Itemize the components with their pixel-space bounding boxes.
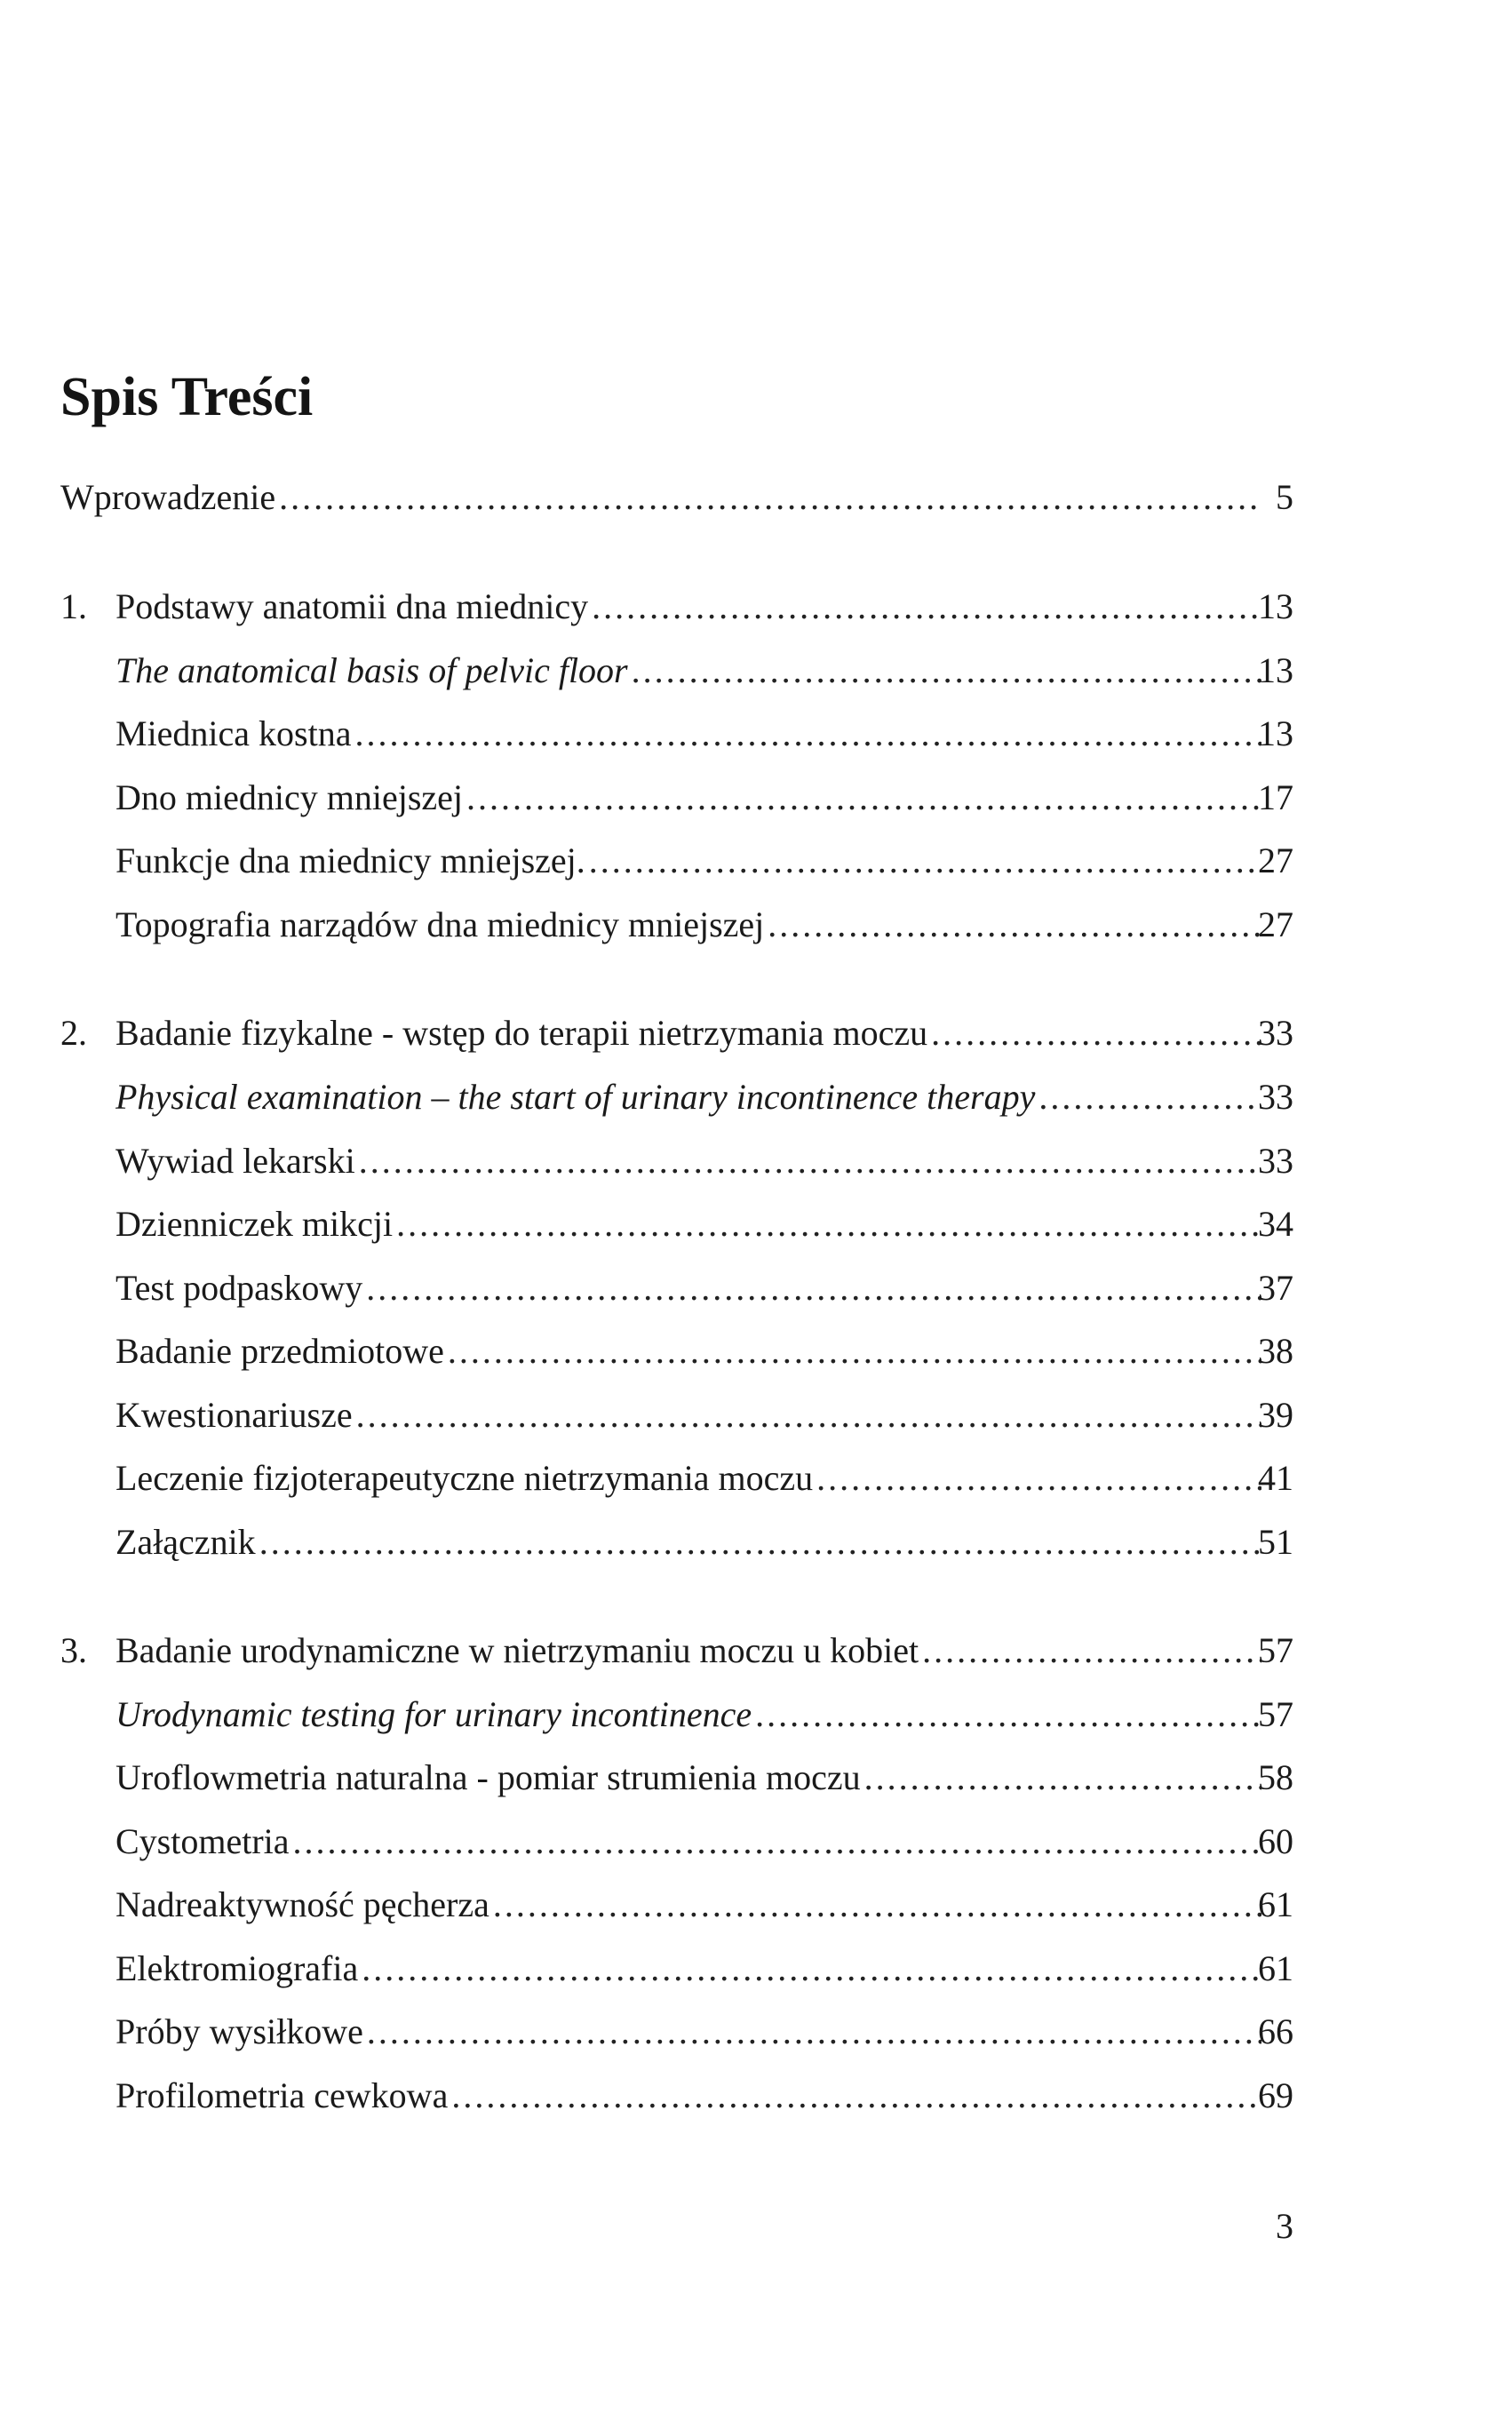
toc-entry-title: Dzienniczek mikcji xyxy=(115,1204,394,1244)
toc-entry xyxy=(0,1262,1512,1314)
toc-entry-page: 57 xyxy=(1258,1630,1293,1670)
dot-leader xyxy=(358,1943,1261,1995)
chapter-number: 2. xyxy=(60,1013,87,1053)
toc-entry xyxy=(0,1816,1512,1868)
toc-entry-title: Podstawy anatomii dna miednicy xyxy=(115,586,589,626)
toc-entry-title: Topografia narządów dna miednicy mniejszej xyxy=(115,904,765,944)
toc-entry-leader xyxy=(115,708,1261,760)
toc-entry xyxy=(0,708,1512,760)
toc-entry xyxy=(0,2006,1512,2058)
toc-entry-page: 61 xyxy=(1258,1948,1293,1988)
toc-entry-title: Profilometria cewkowa xyxy=(115,2075,449,2115)
dot-leader xyxy=(290,1816,1261,1868)
toc-entry-page: 51 xyxy=(1258,1522,1293,1562)
toc-entry-page: 33 xyxy=(1258,1141,1293,1181)
dot-leader xyxy=(588,581,1261,633)
toc-entry xyxy=(0,899,1512,951)
toc-entry xyxy=(0,1752,1512,1804)
dot-leader xyxy=(393,1199,1261,1250)
toc-entry-page: 27 xyxy=(1258,840,1293,880)
dot-leader xyxy=(813,1453,1261,1504)
toc-entry-leader xyxy=(115,1326,1261,1377)
toc-entry xyxy=(0,1625,1512,1676)
toc-entry-page: 27 xyxy=(1258,904,1293,944)
toc-entry xyxy=(0,1390,1512,1441)
toc-entry-title: Kwestionariusze xyxy=(115,1395,353,1435)
toc-entry-page: 58 xyxy=(1258,1757,1293,1797)
dot-leader xyxy=(463,772,1261,824)
toc-entry xyxy=(0,1689,1512,1740)
toc-entry-page: 17 xyxy=(1258,777,1293,817)
dot-leader xyxy=(1035,1071,1261,1123)
toc-entry xyxy=(0,2070,1512,2122)
toc-entry-title: Uroflowmetria naturalna - pomiar strumienia moczu xyxy=(115,1757,861,1797)
dot-leader xyxy=(764,899,1261,951)
toc-entry xyxy=(0,472,1512,523)
toc-entry-title: Cystometria xyxy=(115,1821,290,1861)
toc-entry xyxy=(0,835,1512,887)
toc-entry-title: Nadreaktywność pęcherza xyxy=(115,1884,489,1924)
dot-leader xyxy=(352,708,1262,760)
toc-entry-title: Wywiad lekarski xyxy=(115,1141,355,1181)
toc-entry-title: Urodynamic testing for urinary incontinence xyxy=(115,1694,752,1734)
toc-entry-leader xyxy=(115,1517,1261,1568)
toc-entry-title: Badanie urodynamiczne w nietrzymaniu moczu u kobiet xyxy=(115,1630,919,1670)
toc-entry-title: Załącznik xyxy=(115,1522,256,1562)
dot-leader xyxy=(861,1752,1261,1804)
toc-entry-page: 60 xyxy=(1258,1821,1293,1861)
toc-entry-page: 13 xyxy=(1258,650,1293,690)
toc-entry-page: 38 xyxy=(1258,1331,1293,1371)
dot-leader xyxy=(363,2006,1261,2058)
toc-entry-page: 13 xyxy=(1258,586,1293,626)
toc-entry-page: 34 xyxy=(1258,1204,1293,1244)
page-title: Spis Treści xyxy=(60,367,314,427)
toc-entry-leader xyxy=(115,1943,1261,1995)
toc-entry-leader xyxy=(115,1135,1261,1187)
toc-entry-page: 66 xyxy=(1258,2011,1293,2051)
toc-entry-leader xyxy=(115,1071,1261,1123)
toc-entry-title: Funkcje dna miednicy mniejszej. xyxy=(115,840,585,880)
toc-entry-leader xyxy=(115,2006,1261,2058)
toc-entry-leader xyxy=(115,1453,1261,1504)
toc-entry-title: The anatomical basis of pelvic floor xyxy=(115,650,628,690)
toc-entry xyxy=(0,1879,1512,1931)
toc-entry xyxy=(0,1135,1512,1187)
toc-entry-page: 69 xyxy=(1258,2075,1293,2115)
toc-entry-page: 33 xyxy=(1258,1013,1293,1053)
toc-entry-leader xyxy=(115,645,1261,697)
toc-entry-title: Badanie fizykalne - wstęp do terapii nietrzymania moczu xyxy=(115,1013,928,1053)
toc-entry-leader xyxy=(115,2070,1261,2122)
toc-entry-leader xyxy=(115,581,1261,633)
chapter-number: 1. xyxy=(60,586,87,626)
toc-entry xyxy=(0,1071,1512,1123)
toc-entry xyxy=(0,1326,1512,1377)
dot-leader xyxy=(927,1007,1261,1059)
toc-entry xyxy=(0,581,1512,633)
toc-entry xyxy=(0,1453,1512,1504)
dot-leader xyxy=(355,1135,1261,1187)
toc-entry-title: Physical examination – the start of urinary incontinence therapy xyxy=(115,1077,1036,1117)
toc-entry xyxy=(0,645,1512,697)
page-number: 3 xyxy=(1276,2206,1293,2246)
toc-entry-title: Miednica kostna xyxy=(115,713,352,753)
toc-entry-page: 41 xyxy=(1258,1458,1293,1498)
toc-entry-title: Próby wysiłkowe xyxy=(115,2011,363,2051)
toc-entry-leader xyxy=(115,1262,1261,1314)
dot-leader xyxy=(628,645,1261,697)
toc-entry-leader xyxy=(60,472,1261,523)
dot-leader xyxy=(489,1879,1261,1931)
toc-entry xyxy=(0,1517,1512,1568)
toc-entry-page: 37 xyxy=(1258,1268,1293,1308)
toc-entry-leader xyxy=(115,1007,1261,1059)
toc-entry-title: Badanie przedmiotowe xyxy=(115,1331,444,1371)
dot-leader xyxy=(353,1390,1261,1441)
dot-leader xyxy=(444,1326,1261,1377)
toc-entry xyxy=(0,1199,1512,1250)
toc-entry-title: Dno miednicy mniejszej xyxy=(115,777,464,817)
toc-entry-leader xyxy=(115,899,1261,951)
toc-entry-leader xyxy=(115,835,1261,887)
toc-entry-leader xyxy=(115,1390,1261,1441)
toc-entry-page: 13 xyxy=(1258,713,1293,753)
dot-leader xyxy=(256,1517,1261,1568)
toc-entry-title: Leczenie fizjoterapeutyczne nietrzymania moczu xyxy=(115,1458,814,1498)
dot-leader xyxy=(752,1689,1261,1740)
dot-leader xyxy=(448,2070,1261,2122)
toc-entry-page: 39 xyxy=(1258,1395,1293,1435)
toc-entry-leader xyxy=(115,772,1261,824)
toc-entry xyxy=(0,1007,1512,1059)
toc-entry xyxy=(0,1943,1512,1995)
toc-entry-leader xyxy=(115,1199,1261,1250)
toc-entry-title: Elektromiografia xyxy=(115,1948,359,1988)
toc-entry-leader xyxy=(115,1752,1261,1804)
toc-entry-title: Test podpaskowy xyxy=(115,1268,363,1308)
toc-entry-leader xyxy=(115,1879,1261,1931)
dot-leader xyxy=(362,1262,1261,1314)
toc-entry-page: 57 xyxy=(1258,1694,1293,1734)
toc-entry-page: 5 xyxy=(1276,477,1293,517)
dot-leader xyxy=(919,1625,1261,1676)
dot-leader xyxy=(585,835,1261,887)
dot-leader xyxy=(275,472,1261,523)
toc-entry-leader xyxy=(115,1689,1261,1740)
toc-entry-leader xyxy=(115,1816,1261,1868)
toc-entry-title: Wprowadzenie xyxy=(60,477,276,517)
toc-entry xyxy=(0,772,1512,824)
chapter-number: 3. xyxy=(60,1630,87,1670)
toc-entry-leader xyxy=(115,1625,1261,1676)
toc-entry-page: 33 xyxy=(1258,1077,1293,1117)
toc-entry-page: 61 xyxy=(1258,1884,1293,1924)
